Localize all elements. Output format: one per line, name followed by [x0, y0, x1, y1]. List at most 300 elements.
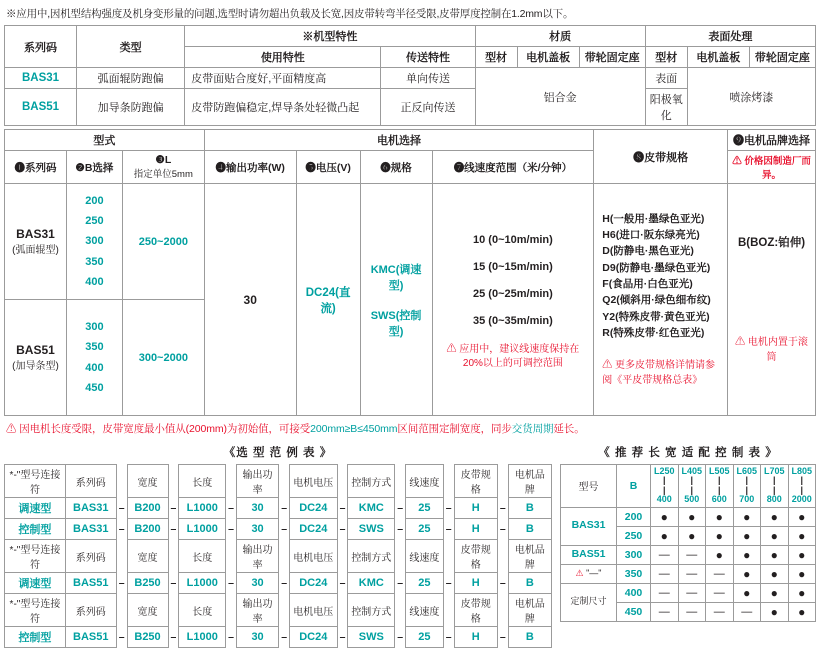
th-s-profile: 型材 [645, 47, 687, 68]
example-row-label: 调速型 [5, 498, 66, 519]
th-length: 长度 [179, 594, 226, 627]
dash: – [499, 577, 506, 589]
compatibility-panel [560, 441, 816, 648]
ex-brand: B [508, 573, 551, 594]
cell-material: 铝合金 [475, 68, 645, 126]
len-bot: 800 [766, 494, 782, 505]
th-brand-warning: ⚠ 价格因制造厂而异。 [728, 151, 816, 184]
dash: – [397, 523, 404, 535]
mark: ● [788, 507, 816, 526]
th-len-col [678, 465, 706, 508]
mark: — [678, 564, 706, 583]
th-length-unit: 指定单位5mm [133, 169, 193, 180]
example-panel-title: 《选 型 范 例 表 》 [223, 447, 333, 459]
mark: ● [761, 583, 789, 602]
dash: – [228, 577, 234, 589]
th-spec: ❻规格 [360, 151, 432, 184]
len-top: L505 [708, 466, 730, 476]
ex-belt: H [454, 498, 497, 519]
dash-sep [443, 465, 454, 498]
len-top: L805 [791, 466, 812, 476]
b-value: 400 [85, 276, 104, 289]
ex-belt: H [454, 519, 497, 540]
th-power: 输出功率 [236, 465, 278, 498]
mark: ● [706, 545, 734, 564]
belt-item: R(特殊皮带·红色亚光) [602, 326, 705, 339]
b-value: 450 [85, 381, 104, 394]
th-brand: 电机品牌 [508, 540, 551, 573]
th-connector: *-"型号连接符 [5, 465, 66, 498]
table-row [5, 465, 552, 498]
th-motor-brand: ❾电机品牌选择 [728, 130, 816, 151]
th-machine-char: ※机型特性 [185, 26, 475, 47]
series-name: BAS51 [16, 343, 55, 357]
th-series: 系列码 [65, 594, 116, 627]
mark: ● [788, 602, 816, 621]
mark: ● [733, 526, 761, 545]
dash: – [339, 523, 346, 535]
th-len-col [733, 465, 761, 508]
custom-note-icon-cell [561, 564, 617, 583]
series-label-1: BAS31 [571, 519, 606, 532]
speed-item: 25 (0~25m/min) [473, 288, 553, 300]
mark: — [651, 602, 679, 621]
th-speed-range: ❼线速度范围（米/分钟） [432, 151, 594, 184]
belt-item: D(防静电·黑色亚光) [602, 245, 694, 258]
th-voltage: 电机电压 [290, 465, 338, 498]
ex-speed: 25 [406, 498, 444, 519]
dash: – [228, 523, 234, 535]
len-bot: 600 [711, 494, 727, 505]
dash-sep [443, 540, 454, 573]
ex-width: B200 [127, 519, 168, 540]
example-row-label: 控制型 [5, 519, 66, 540]
ex-control: SWS [348, 519, 395, 540]
bottom-panels [4, 441, 816, 648]
cell-length-bas51: 300~2000 [122, 300, 204, 416]
dash: – [118, 523, 125, 535]
characteristics-table [4, 25, 816, 126]
th-power: ❹输出功率(W) [204, 151, 296, 184]
dash: – [281, 502, 288, 514]
ex-length: L1000 [179, 519, 226, 540]
cell-b: 400 [617, 583, 651, 602]
dash: – [397, 577, 404, 589]
dash-sep [116, 540, 127, 573]
mark: — [651, 583, 679, 602]
len-top: L605 [736, 466, 757, 476]
dash: – [339, 631, 346, 643]
cell-transmit: 正反向传送 [381, 89, 475, 126]
speed-item: 35 (0~35m/min) [473, 314, 553, 327]
th-belt: 皮带规格 [454, 540, 497, 573]
len-bot: 700 [739, 494, 755, 505]
len-mid: | | [772, 475, 776, 495]
example-row-label: 控制型 [5, 627, 66, 648]
mark: ● [733, 507, 761, 526]
len-mid: | | [800, 475, 804, 495]
th-speed: 线速度 [406, 594, 444, 627]
speed-item: 15 (0~15m/min) [473, 261, 553, 274]
dash-sep [395, 540, 406, 573]
dash: – [170, 523, 177, 535]
b-value: 350 [85, 341, 104, 354]
custom-note-dash: "—" [586, 567, 602, 578]
cell-use: 皮带防跑偏稳定,焊导条处轻微凸起 [185, 89, 381, 126]
ex-brand: B [508, 627, 551, 648]
ex-length: L1000 [179, 573, 226, 594]
ex-series: BAS51 [65, 573, 116, 594]
th-model: 型号 [561, 465, 617, 508]
dash-sep [168, 540, 179, 573]
dash-sep [226, 594, 237, 627]
note-part-3: 延长。 [553, 423, 585, 435]
mark: ● [651, 507, 679, 526]
len-bot: 2000 [791, 494, 812, 505]
mark: ● [678, 507, 706, 526]
compatibility-table [560, 464, 816, 622]
th-connector: *-"型号连接符 [5, 594, 66, 627]
ex-brand: B [508, 498, 551, 519]
cell-series-code: BAS51 [5, 89, 77, 126]
dash: – [118, 577, 125, 589]
dash: – [445, 502, 452, 514]
ex-width: B250 [127, 627, 168, 648]
top-note: ※应用中,因机型结构强度及机身变形量的问题,选型时请勿超出负载及长宽,因皮带转弯半径受限,皮带厚度控制在1.2mm以下。 [6, 8, 574, 20]
th-length [122, 151, 204, 184]
cell-b-values-bas51 [66, 300, 122, 416]
table-row [561, 507, 816, 526]
dash-sep [443, 594, 454, 627]
dash-sep [226, 540, 237, 573]
compatibility-panel-title: 《 推 荐 长 宽 适 配 控 制 表 》 [598, 447, 778, 459]
dash: – [281, 631, 288, 643]
mark: ● [651, 526, 679, 545]
speed-item: 10 (0~10m/min) [473, 234, 553, 247]
dash-sep [395, 594, 406, 627]
mark: — [678, 545, 706, 564]
th-len-col [706, 465, 734, 508]
mark: ● [788, 583, 816, 602]
table-row [5, 519, 552, 540]
ex-brand: B [508, 519, 551, 540]
mark: — [706, 583, 734, 602]
mark: ● [788, 545, 816, 564]
mark: — [733, 602, 761, 621]
cell-series-bas31 [5, 184, 67, 300]
table-row [561, 545, 816, 564]
cell-series-code: BAS31 [5, 68, 77, 89]
th-control: 控制方式 [348, 465, 395, 498]
dash: – [228, 502, 234, 514]
ex-voltage: DC24 [290, 573, 338, 594]
custom-note-cell: 定制尺寸 [561, 583, 617, 621]
th-belt: 皮带规格 [454, 594, 497, 627]
ex-control: KMC [348, 573, 395, 594]
table-row [5, 573, 552, 594]
cell-voltage: DC24(直流) [296, 184, 360, 416]
mark: ● [733, 583, 761, 602]
dash-sep [279, 594, 290, 627]
dash-sep [337, 540, 348, 573]
table-row [5, 594, 552, 627]
mark: ● [761, 602, 789, 621]
table-row [5, 184, 816, 300]
ex-voltage: DC24 [290, 498, 338, 519]
th-length-top: ❸L [155, 154, 172, 166]
th-type: 类型 [77, 26, 185, 68]
dash-sep [497, 465, 508, 498]
th-series-code-2: ❶系列码 [5, 151, 67, 184]
mark: ● [706, 507, 734, 526]
mark: — [706, 564, 734, 583]
th-motor-group: 电机选择 [204, 130, 593, 151]
example-row-label: 调速型 [5, 573, 66, 594]
example-table [4, 464, 552, 648]
ex-speed: 25 [406, 519, 444, 540]
th-width: 宽度 [127, 540, 168, 573]
mark: — [678, 602, 706, 621]
th-motor-cover: 电机盖板 [517, 47, 579, 68]
ex-belt: H [454, 627, 497, 648]
len-top: L405 [681, 466, 702, 476]
series-subtitle: (加导条型) [12, 361, 59, 372]
model-selection-table [4, 129, 816, 416]
th-use-char: 使用特性 [185, 47, 381, 68]
dash: – [445, 577, 452, 589]
brand-note: ⚠ 电机内置于滚筒 [735, 337, 808, 363]
ex-power: 30 [236, 627, 278, 648]
cell-coating: 喷涂烤漆 [687, 68, 815, 126]
dash-sep [337, 594, 348, 627]
belt-note: ⚠ 更多皮带规格详情请参阅《平皮带规格总表》 [602, 360, 716, 386]
th-len-col [761, 465, 789, 508]
dash: – [445, 631, 452, 643]
table-row [5, 130, 816, 151]
dash: – [170, 577, 177, 589]
mark: ● [733, 564, 761, 583]
dash-sep [168, 594, 179, 627]
dash: – [499, 502, 506, 514]
table-row [5, 540, 552, 573]
dash: – [170, 631, 177, 643]
table-row [561, 465, 816, 508]
cell-speed-range [432, 184, 594, 416]
dash: – [118, 631, 125, 643]
cell-series-labels [561, 507, 617, 545]
dash: – [339, 502, 346, 514]
cell-surface-label: 表面 [645, 68, 687, 89]
mark: — [706, 602, 734, 621]
dash: – [228, 631, 234, 643]
belt-item: H(一般用·墨绿色亚光) [602, 212, 705, 225]
mark: — [678, 583, 706, 602]
dash-sep [116, 465, 127, 498]
cell-b: 450 [617, 602, 651, 621]
ex-series: BAS31 [65, 498, 116, 519]
ex-width: B200 [127, 498, 168, 519]
mark: ● [788, 526, 816, 545]
dash: – [170, 502, 177, 514]
ex-control: SWS [348, 627, 395, 648]
dash: – [499, 631, 506, 643]
len-mid: | | [690, 475, 694, 495]
cell-b: 200 [617, 507, 651, 526]
th-voltage: ❺电压(V) [296, 151, 360, 184]
dash: – [281, 577, 288, 589]
th-control: 控制方式 [348, 594, 395, 627]
len-bot: 400 [656, 494, 672, 505]
b-value: 200 [85, 194, 104, 207]
th-series-code: 系列码 [5, 26, 77, 68]
warning-icon: ⚠ [575, 567, 584, 578]
len-top: L250 [653, 466, 675, 476]
belt-item: Q2(倾斜用·绿色细布纹) [602, 294, 711, 307]
dash-sep [497, 594, 508, 627]
len-top: L705 [763, 466, 785, 476]
th-transmit-char: 传送特性 [381, 47, 475, 68]
th-material: 材质 [475, 26, 645, 47]
table-row [5, 498, 552, 519]
dash: – [281, 523, 288, 535]
th-brand: 电机品牌 [508, 594, 551, 627]
b-value: 300 [85, 235, 104, 248]
b-value: 350 [85, 255, 104, 268]
ex-series: BAS51 [65, 627, 116, 648]
belt-item: Y2(特殊皮带·黄色亚光) [602, 310, 710, 323]
dash: – [118, 502, 125, 514]
th-control: 控制方式 [348, 540, 395, 573]
table-row [5, 68, 816, 89]
dash-sep [279, 540, 290, 573]
dash: – [397, 631, 404, 643]
dash-sep [168, 465, 179, 498]
ex-width: B250 [127, 573, 168, 594]
cell-belt-spec [594, 184, 728, 416]
dash-sep [279, 465, 290, 498]
spec-item-sws: SWS(控制型) [370, 309, 422, 338]
mark: ● [706, 526, 734, 545]
th-b-select: ❷B选择 [66, 151, 122, 184]
table-row [5, 26, 816, 47]
belt-item: H6(进口·阪东绿亮光) [602, 229, 700, 242]
note-delivery: 交货周期 [511, 423, 554, 435]
ex-speed: 25 [406, 573, 444, 594]
th-profile: 型材 [475, 47, 517, 68]
note-part-1: ⚠ 因电机长度受限，皮带宽度最小值从(200mm)为初始值，可接受 [6, 423, 311, 435]
spec-item-kmc: KMC(调速型) [370, 263, 422, 292]
dash: – [445, 523, 452, 535]
dash: – [397, 502, 404, 514]
mark: — [651, 564, 679, 583]
cell-type: 加导条防跑偏 [77, 89, 185, 126]
th-speed: 线速度 [406, 540, 444, 573]
th-length: 长度 [179, 465, 226, 498]
cell-transmit: 单向传送 [381, 68, 475, 89]
ex-series: BAS31 [65, 519, 116, 540]
ex-speed: 25 [406, 627, 444, 648]
th-b: B [617, 465, 651, 508]
len-bot: 500 [684, 494, 700, 505]
ex-belt: H [454, 573, 497, 594]
ex-voltage: DC24 [290, 519, 338, 540]
th-voltage: 电机电压 [290, 540, 338, 573]
th-voltage: 电机电压 [290, 594, 338, 627]
th-connector: *-"型号连接符 [5, 540, 66, 573]
series-subtitle: (弧面辊型) [12, 245, 59, 256]
cell-b: 250 [617, 526, 651, 545]
th-len-col [651, 465, 679, 508]
ex-power: 30 [236, 573, 278, 594]
th-surface: 表面处理 [645, 26, 815, 47]
ex-length: L1000 [179, 627, 226, 648]
th-s-belt-seat: 带轮固定座 [749, 47, 815, 68]
th-width: 宽度 [127, 465, 168, 498]
th-power: 输出功率 [236, 594, 278, 627]
cell-series-bas51 [5, 300, 67, 416]
cell-b: 300 [617, 545, 651, 564]
note-part-2: 区间范围定制宽度，同步 [397, 423, 512, 435]
cell-spec [360, 184, 432, 416]
ex-voltage: DC24 [290, 627, 338, 648]
example-panel [4, 441, 552, 648]
th-belt-seat: 带轮固定座 [579, 47, 645, 68]
cell-use: 皮带面贴合度好,平面精度高 [185, 68, 381, 89]
mark: ● [761, 545, 789, 564]
ex-length: L1000 [179, 498, 226, 519]
th-s-motor-cover: 电机盖板 [687, 47, 749, 68]
dash-sep [226, 465, 237, 498]
th-width: 宽度 [127, 594, 168, 627]
dash-sep [116, 594, 127, 627]
cell-motor-brand [728, 184, 816, 416]
table-row [5, 627, 552, 648]
mark: ● [788, 564, 816, 583]
ex-power: 30 [236, 498, 278, 519]
th-series: 系列码 [65, 465, 116, 498]
series-name: BAS31 [16, 227, 55, 241]
dash: – [339, 577, 346, 589]
belt-item: D9(防静电·墨绿色亚光) [602, 261, 711, 274]
cell-power: 30 [204, 184, 296, 416]
dash-sep [395, 465, 406, 498]
th-power: 输出功率 [236, 540, 278, 573]
belt-item: F(食品用·白色亚光) [602, 278, 693, 290]
table-row [561, 564, 816, 583]
mark: ● [733, 545, 761, 564]
mark: ● [678, 526, 706, 545]
th-len-col [788, 465, 816, 508]
ex-control: KMC [348, 498, 395, 519]
mark: ● [761, 526, 789, 545]
th-length: 长度 [179, 540, 226, 573]
cell-type: 弧面辊防跑偏 [77, 68, 185, 89]
b-value: 400 [85, 361, 104, 374]
len-mid: | | [745, 475, 749, 495]
cell-b: 350 [617, 564, 651, 583]
note-range: 200mm≥B≤450mm [310, 423, 398, 435]
series-label-2: BAS51 [561, 545, 617, 564]
dash: – [499, 523, 506, 535]
th-belt-spec: ❽皮带规格 [594, 130, 728, 184]
mark: ● [761, 507, 789, 526]
th-speed: 线速度 [406, 465, 444, 498]
cell-length-bas31: 250~2000 [122, 184, 204, 300]
table-row [561, 583, 816, 602]
ex-power: 30 [236, 519, 278, 540]
th-belt: 皮带规格 [454, 465, 497, 498]
th-series: 系列码 [65, 540, 116, 573]
